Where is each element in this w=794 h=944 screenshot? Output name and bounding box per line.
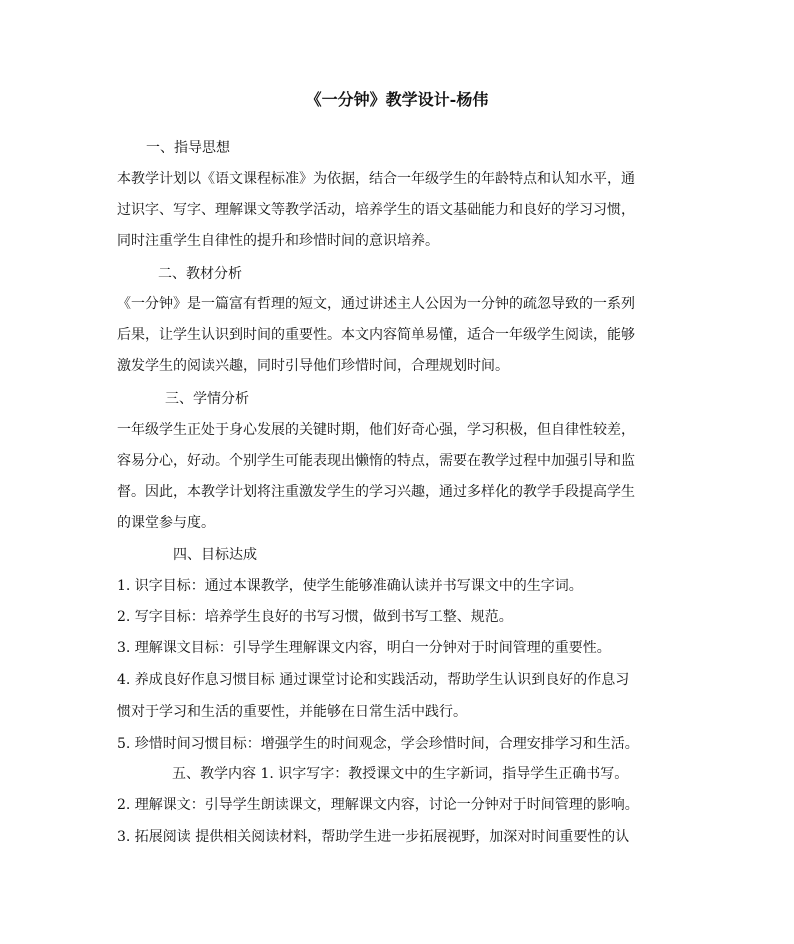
paragraph-line: 容易分心，好动。个别学生可能表现出懒惰的特点，需要在教学过程中加强引导和监	[117, 453, 635, 469]
paragraph-line: 同时注重学生自律性的提升和珍惜时间的意识培养。	[117, 233, 439, 249]
paragraph-line: 后果，让学生认识到时间的重要性。本文内容简单易懂，适合一年级学生阅读，能够	[117, 327, 635, 343]
section-heading-learner-analysis: 三、学情分析	[165, 391, 249, 407]
paragraph-line: 一年级学生正处于身心发展的关键时期，他们好奇心强，学习积极，但自律性较差，	[117, 422, 635, 438]
section-heading-guiding-ideology: 一、指导思想	[146, 140, 230, 156]
content-item: 2. 理解课文：引导学生朗读课文，理解课文内容，讨论一分钟对于时间管理的影响。	[117, 797, 639, 813]
goal-item-continuation: 惯对于学习和生活的重要性，并能够在日常生活中践行。	[117, 704, 467, 720]
content-item: 3. 拓展阅读 提供相关阅读材料，帮助学生进一步拓展视野，加深对时间重要性的认	[117, 829, 630, 845]
section-heading-goals: 四、目标达成	[173, 547, 257, 563]
document-title: 《一分钟》教学设计-杨伟	[305, 90, 489, 109]
section-paragraph-guiding-ideology	[117, 164, 717, 257]
goal-item: 5. 珍惜时间习惯目标：增强学生的时间观念，学会珍惜时间，合理安排学习和生活。	[117, 736, 639, 752]
goal-item: 4. 养成良好作息习惯目标 通过课堂讨论和实践活动，帮助学生认识到良好的作息习	[117, 672, 630, 688]
paragraph-line: 本教学计划以《语文课程标准》为依据，结合一年级学生的年龄特点和认知水平，通	[117, 171, 635, 187]
section-heading-material-analysis: 二、教材分析	[158, 266, 242, 282]
section-paragraph-learner-analysis	[117, 415, 717, 539]
goal-item: 3. 理解课文目标：引导学生理解课文内容，明白一分钟对于时间管理的重要性。	[117, 640, 611, 656]
paragraph-line: 督。因此，本教学计划将注重激发学生的学习兴趣，通过多样化的教学手段提高学生	[117, 484, 635, 500]
paragraph-line: 过识字、写字、理解课文等教学活动，培养学生的语文基础能力和良好的学习习惯，	[117, 202, 635, 218]
paragraph-line: 《一分钟》是一篇富有哲理的短文，通过讲述主人公因为一分钟的疏忽导致的一系列	[117, 296, 635, 312]
goal-item: 2. 写字目标：培养学生良好的书写习惯，做到书写工整、规范。	[117, 609, 513, 625]
section-heading-teaching-content: 五、教学内容 1. 识字写字：教授课文中的生字新词，指导学生正确书写。	[172, 766, 629, 782]
paragraph-line: 的课堂参与度。	[117, 515, 215, 531]
goal-item: 1. 识字目标：通过本课教学，使学生能够准确认读并书写课文中的生字词。	[117, 578, 583, 594]
section-paragraph-material-analysis	[117, 289, 717, 382]
paragraph-line: 激发学生的阅读兴趣，同时引导他们珍惜时间，合理规划时间。	[117, 358, 509, 374]
